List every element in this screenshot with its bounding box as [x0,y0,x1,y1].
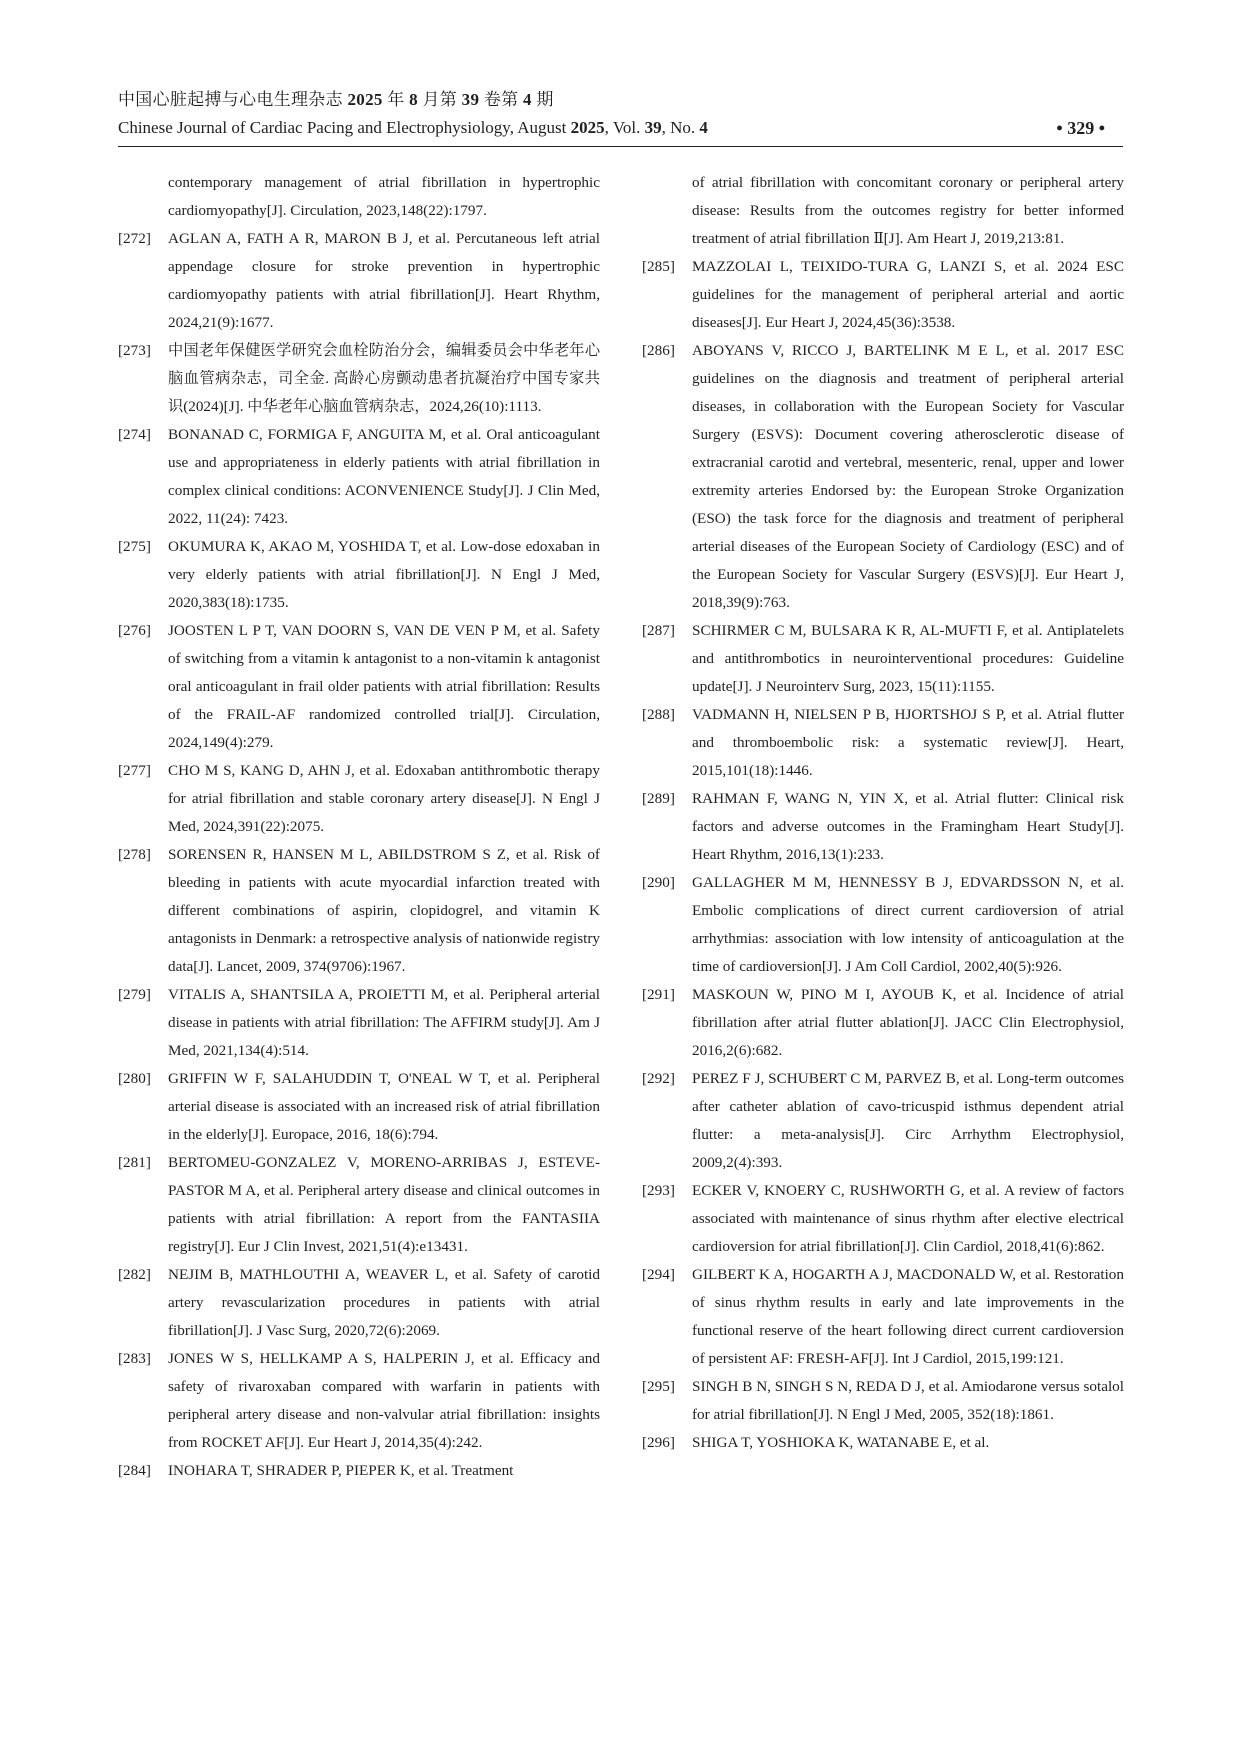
reference-text: ABOYANS V, RICCO J, BARTELINK M E L, et al. 2017 ESC guidelines on the diagnosis and treatment of peripheral arterial diseases, in collaboration with the European Society for Vascular Surgery (ESVS): Document covering atherosclerotic disease of extracranial carotid and vertebral, mesenteric, renal, upper and lower extremity arteries Endorsed by: the European Stroke Organization (ESO) the task force for the diagnosis and treatment of peripheral arterial diseases of the European Society of Cardiology (ESC) and of the European Society for Vascular Surgery (ESVS)[J]. Eur Heart J, 2018,39(9):763. [692,342,1124,611]
reference-number: [291] [642,986,675,1003]
reference-text: MASKOUN W, PINO M I, AYOUB K, et al. Incidence of atrial fibrillation after atrial flutter ablation[J]. JACC Clin Electrophysiol, 2016,2(6):682. [692,986,1124,1059]
reference-entry [642,1261,1124,1373]
reference-number: [294] [642,1266,675,1283]
reference-number: [295] [642,1378,675,1395]
reference-entry [118,337,600,421]
reference-entry [118,225,600,337]
reference-number: [280] [118,1070,151,1087]
reference-text: SHIGA T, YOSHIOKA K, WATANABE E, et al. [692,1434,990,1451]
reference-entry [642,169,1124,253]
header-rule [118,146,1123,147]
reference-text: GALLAGHER M M, HENNESSY B J, EDVARDSSON N, et al. Embolic complications of direct current cardioversion of atrial arrhythmias: association with low intensity of anticoagulation at the time of cardioversion[J]. J Am Coll Cardiol, 2002,40(5):926. [692,874,1124,975]
reference-entry [118,1149,600,1261]
reference-entry [118,1065,600,1149]
reference-entry [118,1457,600,1485]
reference-text: 中国老年保健医学研究会血栓防治分会，编辑委员会中华老年心脑血管病杂志，司全金. 高龄心房颤动患者抗凝治疗中国专家共识(2024)[J]. 中华老年心脑血管病杂志，2024,26(10):1113. [168,342,600,415]
reference-entry [642,337,1124,617]
reference-text: GILBERT K A, HOGARTH A J, MACDONALD W, et al. Restoration of sinus rhythm results in early and late improvements in the functional reserve of the heart following direct current cardioversion of persistent AF: FRESH-AF[J]. Int J Cardiol, 2015,199:121. [692,1266,1124,1367]
reference-number: [290] [642,874,675,891]
reference-entry [118,421,600,533]
reference-number: [277] [118,762,151,779]
reference-entry [642,1429,1124,1457]
reference-text: PEREZ F J, SCHUBERT C M, PARVEZ B, et al. Long-term outcomes after catheter ablation of cavo-tricuspid isthmus dependent atrial flutter: a meta-analysis[J]. Circ Arrhythm Electrophysiol, 2009,2(4):393. [692,1070,1124,1171]
reference-text: GRIFFIN W F, SALAHUDDIN T, O'NEAL W T, et al. Peripheral arterial disease is associated with an increased risk of atrial fibrillation in the elderly[J]. Europace, 2016, 18(6):794. [168,1070,600,1143]
reference-entry [118,1345,600,1457]
reference-number: [289] [642,790,675,807]
reference-entry [118,533,600,617]
reference-text: NEJIM B, MATHLOUTHI A, WEAVER L, et al. Safety of carotid artery revascularization procedures in patients with atrial fibrillation[J]. J Vasc Surg, 2020,72(6):2069. [168,1266,600,1339]
reference-entry [642,253,1124,337]
reference-text: JOOSTEN L P T, VAN DOORN S, VAN DE VEN P M, et al. Safety of switching from a vitamin k antagonist to a non-vitamin k antagonist oral anticoagulant in frail older patients with atrial fibrillation: Results of the FRAIL-AF randomized controlled trial[J]. Circulation, 2024,149(4):279. [168,622,600,751]
reference-entry [642,785,1124,869]
reference-text: ECKER V, KNOERY C, RUSHWORTH G, et al. A review of factors associated with maintenance of sinus rhythm after elective electrical cardioversion for atrial fibrillation[J]. Clin Cardiol, 2018,41(6):862. [692,1182,1124,1255]
reference-entry [642,701,1124,785]
reference-number: [279] [118,986,151,1003]
reference-entry [118,757,600,841]
reference-number: [292] [642,1070,675,1087]
reference-text: VADMANN H, NIELSEN P B, HJORTSHOJ S P, et al. Atrial flutter and thromboembolic risk: a systematic review[J]. Heart, 2015,101(18):1446. [692,706,1124,779]
reference-entry [642,1065,1124,1177]
reference-entry [642,617,1124,701]
reference-text: SCHIRMER C M, BULSARA K R, AL-MUFTI F, et al. Antiplatelets and antithrombotics in neurointerventional procedures: Guideline update[J]. J Neurointerv Surg, 2023, 15(11):1155. [692,622,1124,695]
reference-number: [272] [118,230,151,247]
reference-text: JONES W S, HELLKAMP A S, HALPERIN J, et al. Efficacy and safety of rivaroxaban compared with warfarin in patients with peripheral artery disease and non-valvular atrial fibrillation: insights from ROCKET AF[J]. Eur Heart J, 2014,35(4):242. [168,1350,600,1451]
reference-entry [118,1261,600,1345]
reference-number: [281] [118,1154,151,1171]
reference-number: [278] [118,846,151,863]
reference-entry [642,869,1124,981]
reference-entry [642,1177,1124,1261]
reference-text: RAHMAN F, WANG N, YIN X, et al. Atrial flutter: Clinical risk factors and adverse outcomes in the Framingham Heart Study[J]. Heart Rhythm, 2016,13(1):233. [692,790,1124,863]
reference-text: MAZZOLAI L, TEIXIDO-TURA G, LANZI S, et al. 2024 ESC guidelines for the management of peripheral arterial and aortic diseases[J]. Eur Heart J, 2024,45(36):3538. [692,258,1124,331]
reference-number: [284] [118,1462,151,1479]
reference-number: [285] [642,258,675,275]
reference-text: contemporary management of atrial fibrillation in hypertrophic cardiomyopathy[J]. Circulation, 2023,148(22):1797. [168,174,600,219]
reference-entry [118,981,600,1065]
reference-number: [293] [642,1182,675,1199]
references-right-column [642,169,1124,1457]
reference-entry [642,981,1124,1065]
page-number: • 329 • [1056,118,1105,138]
reference-text: CHO M S, KANG D, AHN J, et al. Edoxaban antithrombotic therapy for atrial fibrillation and stable coronary artery disease[J]. N Engl J Med, 2024,391(22):2075. [168,762,600,835]
reference-number: [275] [118,538,151,555]
running-header [118,88,1123,140]
references-left-column [118,169,600,1485]
reference-entry [642,1373,1124,1429]
reference-text: SORENSEN R, HANSEN M L, ABILDSTROM S Z, et al. Risk of bleeding in patients with acute myocardial infarction treated with different combinations of aspirin, clopidogrel, and vitamin K antagonists in Denmark: a retrospective analysis of nationwide registry data[J]. Lancet, 2009, 374(9706):1967. [168,846,600,975]
journal-title-cn: 中国心脏起搏与心电生理杂志 2025 年 8 月第 39 卷第 4 期 [118,90,554,109]
reference-text: OKUMURA K, AKAO M, YOSHIDA T, et al. Low-dose edoxaban in very elderly patients with atrial fibrillation[J]. N Engl J Med, 2020,383(18):1735. [168,538,600,611]
reference-text: SINGH B N, SINGH S N, REDA D J, et al. Amiodarone versus sotalol for atrial fibrillation[J]. N Engl J Med, 2005, 352(18):1861. [692,1378,1124,1423]
reference-number: [282] [118,1266,151,1283]
reference-number: [288] [642,706,675,723]
reference-text: VITALIS A, SHANTSILA A, PROIETTI M, et al. Peripheral arterial disease in patients with atrial fibrillation: The AFFIRM study[J]. Am J Med, 2021,134(4):514. [168,986,600,1059]
reference-number: [276] [118,622,151,639]
journal-title-en: Chinese Journal of Cardiac Pacing and Electrophysiology, August 2025, Vol. 39, No. 4 • 329 • [118,118,1105,138]
reference-entry [118,841,600,981]
reference-entry [118,169,600,225]
reference-text: AGLAN A, FATH A R, MARON B J, et al. Percutaneous left atrial appendage closure for stroke prevention in hypertrophic cardiomyopathy patients with atrial fibrillation[J]. Heart Rhythm, 2024,21(9):1677. [168,230,600,331]
reference-text: BERTOMEU-GONZALEZ V, MORENO-ARRIBAS J, ESTEVE-PASTOR M A, et al. Peripheral artery disease and clinical outcomes in patients with atrial fibrillation: A report from the FANTASIIA registry[J]. Eur J Clin Invest, 2021,51(4):e13431. [168,1154,600,1255]
reference-entry [118,617,600,757]
reference-number: [287] [642,622,675,639]
reference-number: [274] [118,426,151,443]
reference-text: INOHARA T, SHRADER P, PIEPER K, et al. Treatment [168,1462,514,1479]
reference-number: [286] [642,342,675,359]
reference-number: [296] [642,1434,675,1451]
reference-number: [273] [118,342,151,359]
reference-number: [283] [118,1350,151,1367]
reference-text: of atrial fibrillation with concomitant coronary or peripheral artery disease: Results from the outcomes registry for better informed treatment of atrial fibrillation Ⅱ[J]. Am Heart J, 2019,213:81. [692,174,1124,247]
reference-text: BONANAD C, FORMIGA F, ANGUITA M, et al. Oral anticoagulant use and appropriateness in elderly patients with atrial fibrillation in complex clinical conditions: ACONVENIENCE Study[J]. J Clin Med, 2022, 11(24): 7423. [168,426,600,527]
